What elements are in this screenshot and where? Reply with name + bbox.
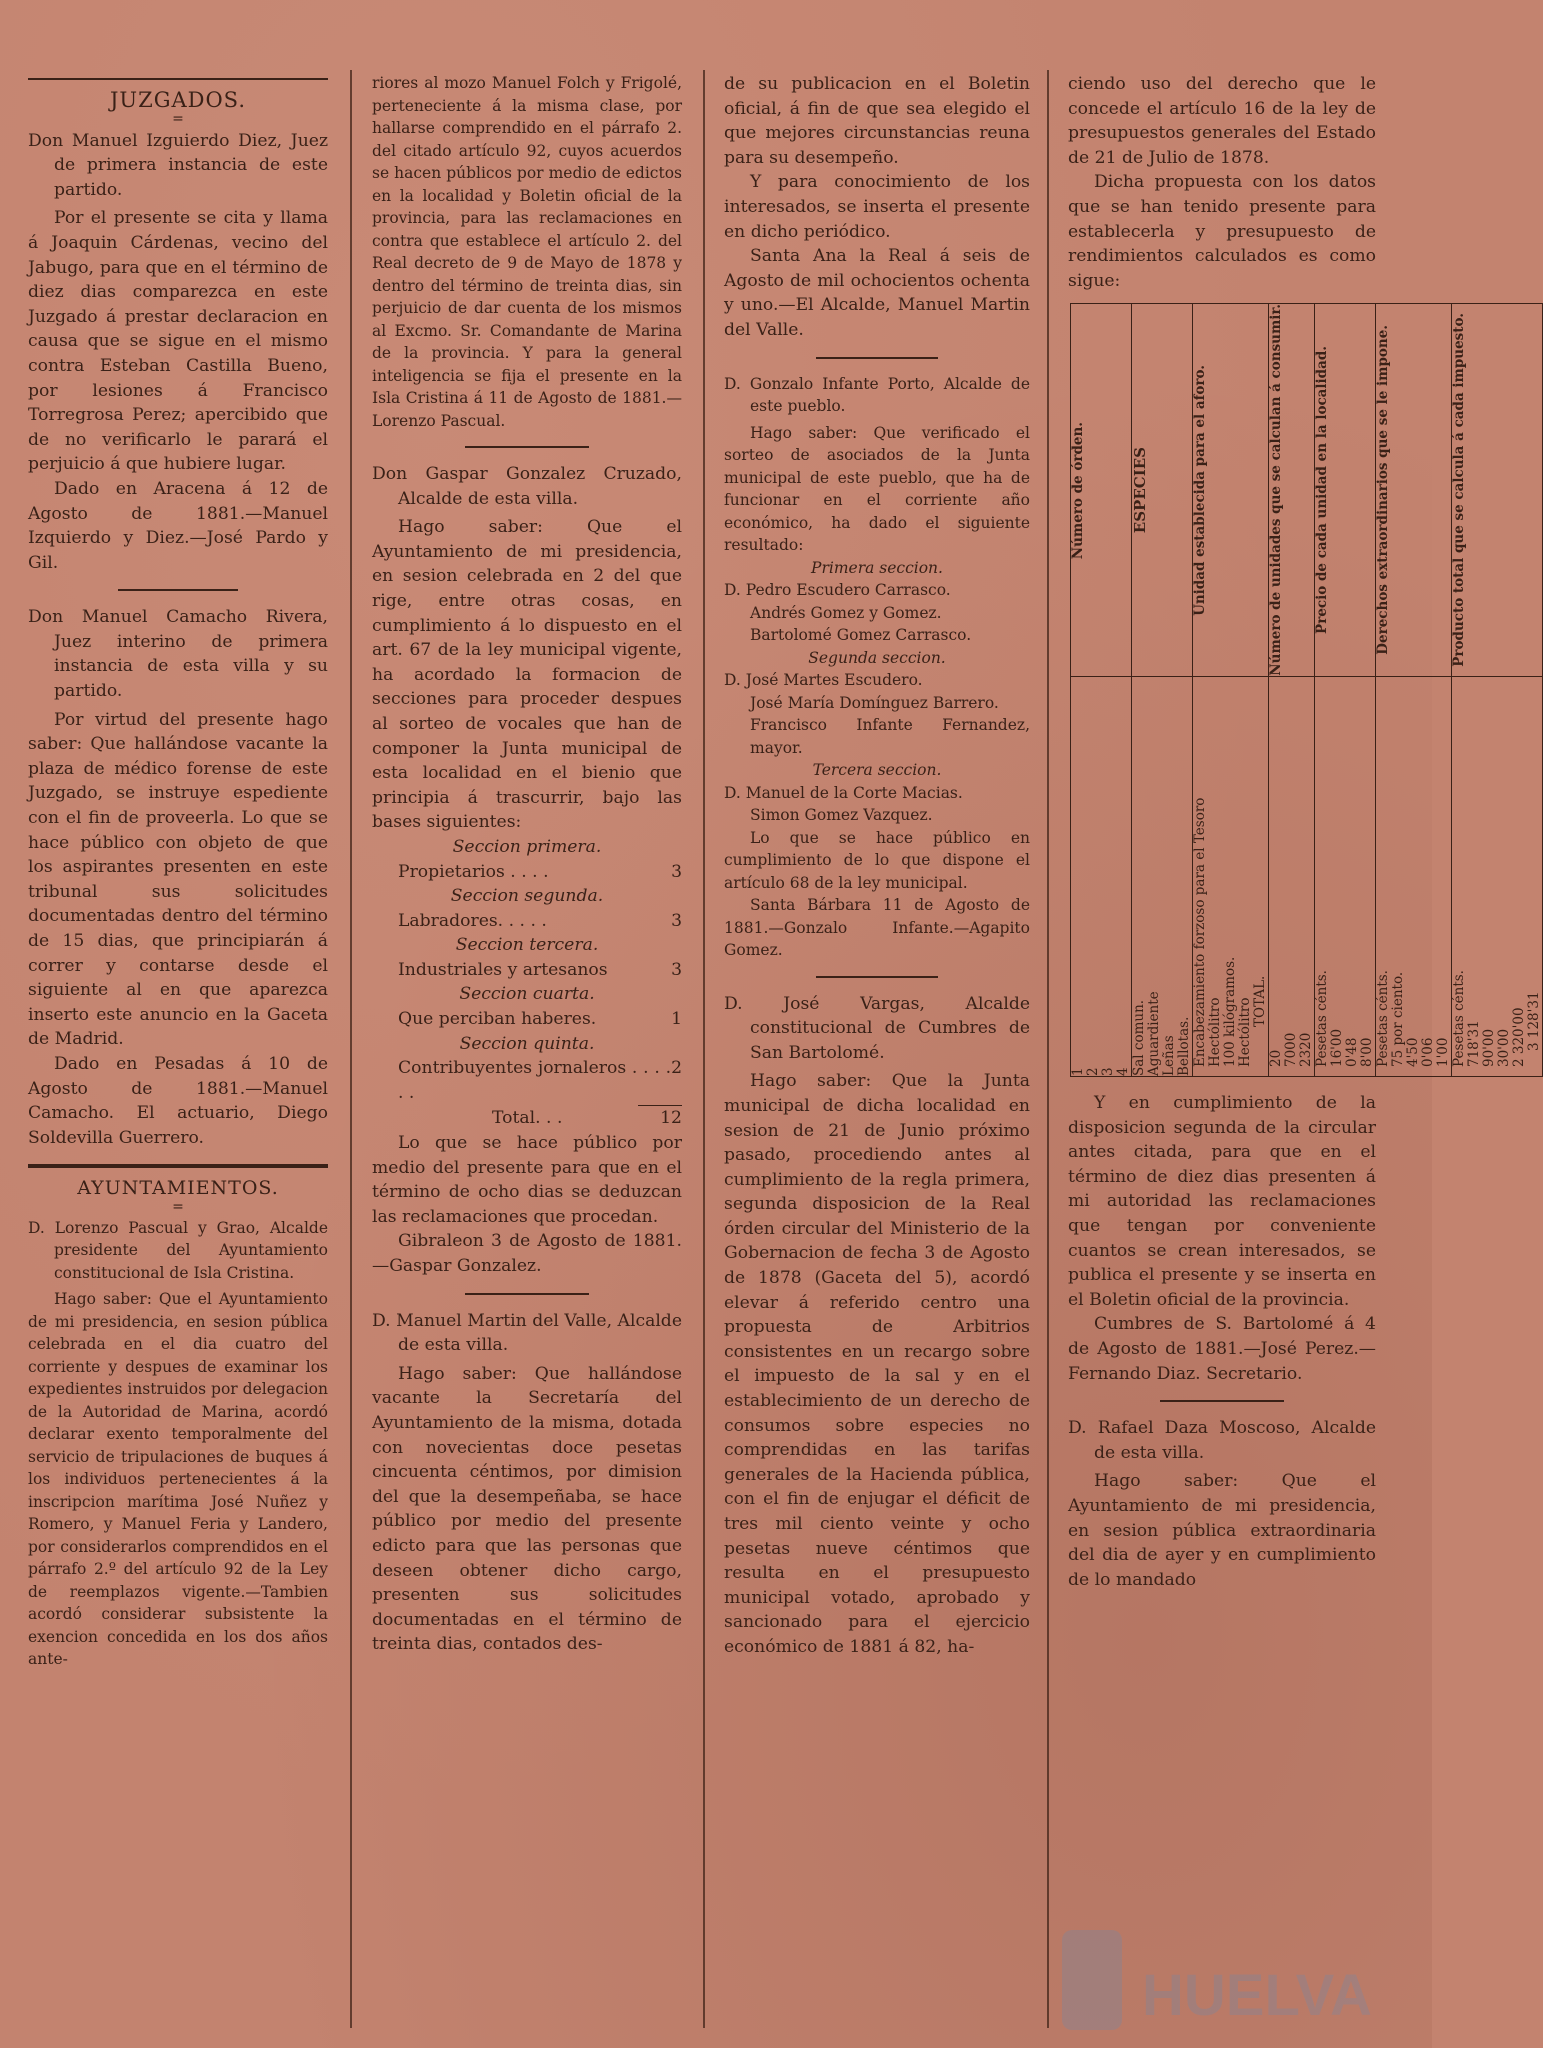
- notice-date: Santa Ana la Real á seis de Agosto de mil ochocientos ochenta y uno.—El Alcalde, Manuel Martin del Valle.: [724, 246, 1030, 340]
- title-ornament: =: [172, 1198, 184, 1215]
- notice-continuation: de su publicacion en el Boletin oficial, á fin de que sea elegido el que mejores circunstancias reuna para su desempeño.: [724, 74, 1030, 168]
- section-heading: Primera seccion.: [811, 558, 943, 577]
- col-numbers: 1 2 3 4: [1071, 677, 1132, 1077]
- notice-heading: D. Manuel Martin del Valle, Alcalde de esta villa.: [372, 1310, 682, 1356]
- divider: [816, 357, 938, 359]
- divider: [465, 1293, 589, 1295]
- col-product: Pesetas cénts. 718'31 90'00 30'00 2 320'00 3 128'31: [1452, 677, 1543, 1077]
- name-line: Bartolomé Gomez Carrasco.: [750, 626, 972, 645]
- notice-body: Por virtud del presente hago saber: Que hallándose vacante la plaza de médico forense de este Juzgado, se instruye espediente con el fin de proveerla. Lo que se hace público con objeto de que los aspirantes presenten en este tribunal sus solicitudes documentadas dentro del término de 15 dias, que principiarán á correr y contarse desde el siguiente al en que aparezca inserto este anuncio en la Gaceta de Madrid.: [28, 709, 328, 1050]
- section-heading: Tercera seccion.: [812, 761, 942, 780]
- section-row: [372, 860, 682, 885]
- notice-continuation: riores al mozo Manuel Folch y Frigolé, perteneciente á la misma clase, por hallarse comprendido en el párrafo 2. del citado artículo 92, cuyos acuerdos se hacen públicos por medio de edictos en la localidad y Boletin oficial de la provincia, para las reclamaciones en contra que establece el artículo 2. del Real decreto de 9 de Mayo de 1878 y dentro del término de treinta dias, sin perjuicio de dar cuenta de los mismos al Excmo. Sr. Comandante de Marina de la provincia. Y para la general inteligencia se fija el presente en la Isla Cristina á 11 de Agosto de 1881.—Lorenzo Pascual.: [372, 74, 682, 430]
- watermark-text: HUELVA: [1142, 1963, 1372, 2028]
- huelva-watermark-logo: [1062, 1920, 1372, 2040]
- column-divider: [1047, 70, 1049, 2028]
- notice-body: Hago saber: Que verificado el sorteo de asociados de la Junta municipal de este pueblo, que ha de funcionar en el corriente año económico, ha dado el siguiente resultado:: [724, 423, 1030, 555]
- col-species: Sal comun. Aguardiente Leñas Bellotas.: [1132, 677, 1193, 1077]
- table-header: Precio de cada unidad en la localidad.: [1315, 304, 1376, 677]
- table-total-label: TOTAL.: [1252, 975, 1268, 1027]
- name-line: D. José Martes Escudero.: [724, 671, 923, 690]
- divider: [816, 976, 938, 978]
- sections-list: [372, 835, 682, 1131]
- section-heading: Seccion quinta.: [459, 1033, 595, 1054]
- divider: [118, 589, 238, 591]
- section-row: [372, 1007, 682, 1032]
- column-2: [372, 72, 682, 1657]
- notice-heading: Don Manuel Izguierdo Diez, Juez de primera instancia de este partido.: [28, 130, 328, 200]
- section-heading: Seccion tercera.: [455, 935, 599, 956]
- col-price: Pesetas cénts. 16'00 0'48 8'00: [1315, 677, 1376, 1077]
- notice-heading: D. Lorenzo Pascual y Grao, Alcalde presidente del Ayuntamiento constitucional de Isla Cristina.: [28, 1218, 328, 1282]
- notice-body: Por el presente se cita y llama á Joaquin Cárdenas, vecino del Jabugo, para que en el término de diez dias comparezca en este Juzgado á prestar declaracion en causa que se sigue en el mismo contra Esteban Castilla Bueno, por lesiones á Francisco Torregrosa Perez; apercibido que de no verificarlo le parará el perjuicio á que hubiere lugar.: [28, 208, 328, 475]
- total-row: [372, 1106, 682, 1131]
- section-label: Propietarios . . . .: [398, 861, 549, 882]
- section-label: Que perciban haberes.: [398, 1009, 597, 1030]
- table-header: Número de órden.: [1071, 304, 1132, 677]
- name-line: Andrés Gomez y Gomez.: [750, 603, 942, 622]
- section-rule: [28, 1164, 328, 1168]
- name-line: Simon Gomez Vazquez.: [750, 806, 933, 825]
- table-header: Derechos extraordinarios que se le impone.: [1376, 304, 1452, 677]
- notice-close: Lo que se hace público por medio del presente para que en el término de ocho dias se deduzcan las reclamaciones que procedan.: [372, 1133, 682, 1227]
- col-unit: Encabezamiento forzoso para el Tesoro Hectólitro 100 kilógramos. Hectólitro TOTAL.: [1193, 677, 1269, 1077]
- name-line: D. Manuel de la Corte Macias.: [724, 783, 963, 802]
- total-label: Total. . .: [492, 1108, 563, 1129]
- column-3: [724, 72, 1030, 1660]
- table-header: Unidad establecida para el aforo.: [1193, 304, 1269, 677]
- notice-date: Dado en Aracena á 12 de Agosto de 1881.—Manuel Izquierdo y Diez.—José Pardo y Gil.: [28, 478, 328, 573]
- name-line: D. Pedro Escudero Carrasco.: [724, 581, 951, 600]
- section-heading: Seccion segunda.: [450, 886, 604, 907]
- notice-date: Gibraleon 3 de Agosto de 1881.—Gaspar Gonzalez.: [372, 1231, 682, 1276]
- notice-close: Y en cumplimiento de la disposicion segunda de la circular antes citada, para que en el término de diez dias presenten á mi autoridad las reclamaciones que tengan por conveniente cuantos se crean interesados, se publica el presente y se inserta en el Boletin oficial de la provincia.: [1068, 1093, 1376, 1310]
- column-divider: [350, 70, 352, 2028]
- column-divider: [703, 70, 705, 2028]
- notice-date: Cumbres de S. Bartolomé á 4 de Agosto de 1881.—José Perez.—Fernando Diaz. Secretario.: [1068, 1314, 1376, 1384]
- notice-close: Y para conocimiento de los interesados, se inserta el presente en dicho periódico.: [724, 172, 1030, 242]
- section-label: Labradores. . . . .: [398, 910, 547, 931]
- notice-heading: D. Gonzalo Infante Porto, Alcalde de este pueblo.: [724, 374, 1030, 416]
- divider: [465, 446, 589, 448]
- divider: [1160, 1400, 1283, 1402]
- section-heading: Seccion cuarta.: [459, 984, 595, 1005]
- section-label: Contribuyentes jornaleros . . . . . .: [398, 1058, 672, 1103]
- section-title-ayuntamientos: AYUNTAMIENTOS.: [77, 1177, 279, 1200]
- section-count: 3: [671, 861, 682, 882]
- section-row: [372, 1056, 682, 1105]
- total-count: 12: [660, 1108, 682, 1129]
- arbitrios-table: [1070, 303, 1543, 1077]
- table-header: ESPECIES: [1132, 304, 1193, 677]
- section-count: 2: [671, 1058, 682, 1079]
- notice-body: Hago saber: Que el Ayuntamiento de mi presidencia, en sesion celebrada en 2 del que rige, entre otras cosas, en cumplimiento á lo dispuesto en el art. 67 de la ley municipal vigente, ha acordado la formacion de secciones para proceder despues al sorteo de vocales que han de componer la Junta municipal de esta localidad en el bienio que principia á trascurrir, bajo las bases siguientes:: [372, 517, 682, 833]
- table-intro: Dicha propuesta con los datos que se han tenido presente para establecerla y presupuesto de rendimientos calculados es como sigue:: [1068, 172, 1376, 291]
- col-rights: Pesetas cénts. 75 por ciento. 4'50 0'06 1'00: [1376, 677, 1452, 1077]
- column-4: [1068, 72, 1542, 1592]
- section-count: 1: [671, 1009, 682, 1030]
- notice-body: Hago saber: Que el Ayuntamiento de mi presidencia, en sesion pública celebrada en el dia cuatro del corriente y despues de examinar los expedientes instruidos por delegacion de la Autoridad de Marina, acordó declarar exento temporalmente del servicio de tripulaciones de buques á los individuos pertenecientes á la inscripcion marítima José Nuñez y Romero, y Manuel Feria y Landero, por considerarlos comprendidos en el párrafo 2.º del artículo 92 de la Ley de reemplazos vigente.—Tambien acordó considerar subsistente la exencion concedida en los dos años ante-: [28, 1290, 328, 1669]
- notice-date: Dado en Pesadas á 10 de Agosto de 1881.—Manuel Camacho. El actuario, Diego Soldevilla Guerrero.: [28, 1053, 328, 1148]
- notice-body: Hago saber: Que el Ayuntamiento de mi presidencia, en sesion pública extraordinaria del dia de ayer y en cumplimiento de lo mandado: [1068, 1471, 1376, 1590]
- name-line: José María Domínguez Barrero.: [750, 693, 999, 712]
- notice-date: Santa Bárbara 11 de Agosto de 1881.—Gonzalo Infante.—Agapito Gomez.: [724, 896, 1030, 960]
- notice-heading: Don Gaspar Gonzalez Cruzado, Alcalde de esta villa.: [372, 464, 682, 509]
- section-row: [372, 958, 682, 983]
- top-rule: [28, 78, 328, 80]
- section-row: [372, 909, 682, 934]
- section-title-juzgados: JUZGADOS.: [109, 88, 246, 112]
- notice-close: Lo que se hace público en cumplimiento de lo que dispone el artículo 68 de la ley municipal.: [724, 828, 1030, 892]
- notice-heading: D. Rafael Daza Moscoso, Alcalde de esta villa.: [1068, 1418, 1376, 1463]
- table-total-value: 3 128'31: [1526, 991, 1542, 1051]
- section-label: Industriales y artesanos: [398, 959, 608, 980]
- name-line: Francisco Infante Fernandez, mayor.: [750, 716, 1030, 757]
- notice-heading: D. José Vargas, Alcalde constitucional de Cumbres de San Bartolomé.: [724, 993, 1030, 1063]
- table-header: Número de unidades que se calculan á consumir.: [1269, 304, 1315, 677]
- section-count: 3: [671, 910, 682, 931]
- title-ornament: =: [172, 110, 184, 127]
- notice-body: Hago saber: Que hallándose vacante la Secretaría del Ayuntamiento de la misma, dotada con novecientas doce pesetas cincuenta céntimos, por dimision del que la desempeñaba, se hace público por medio del presente edicto para que las personas que deseen obtener dicho cargo, presenten sus solicitudes documentadas en el término de treinta dias, contados des-: [372, 1363, 682, 1655]
- table-header: Producto total que se calcula á cada impuesto.: [1452, 304, 1543, 677]
- col-quantity: 20 7000 2320: [1269, 677, 1315, 1077]
- notice-body: Hago saber: Que la Junta municipal de dicha localidad en sesion de 21 de Junio próximo pasado, procediendo antes al cumplimiento de la regla primera, segunda disposicion de la Real órden circular del Ministerio de la Gobernacion de fecha 3 de Agosto de 1878 (Gaceta del 5), acordó elevar á referido centro una propuesta de Arbitrios consistentes en un recargo sobre el impuesto de la sal y en el establecimiento de un derecho de consumos sobre especies no comprendidas en las tarifas generales de la Hacienda pública, con el fin de enjugar el déficit de tres mil ciento veinte y ocho pesetas nueve céntimos que resulta en el presupuesto municipal votado, aprobado y sancionado para el ejercicio económico de 1881 á 82, ha-: [724, 1071, 1030, 1657]
- section-heading: Seccion primera.: [452, 836, 602, 857]
- column-1: [28, 72, 328, 1671]
- section-count: 3: [671, 959, 682, 980]
- notice-continuation: ciendo uso del derecho que le concede el artículo 16 de la ley de presupuestos generales del Estado de 21 de Julio de 1878.: [1068, 74, 1376, 168]
- notice-heading: Don Manuel Camacho Rivera, Juez interino de primera instancia de esta villa y su partido.: [28, 607, 328, 702]
- section-heading: Segunda seccion.: [808, 648, 946, 667]
